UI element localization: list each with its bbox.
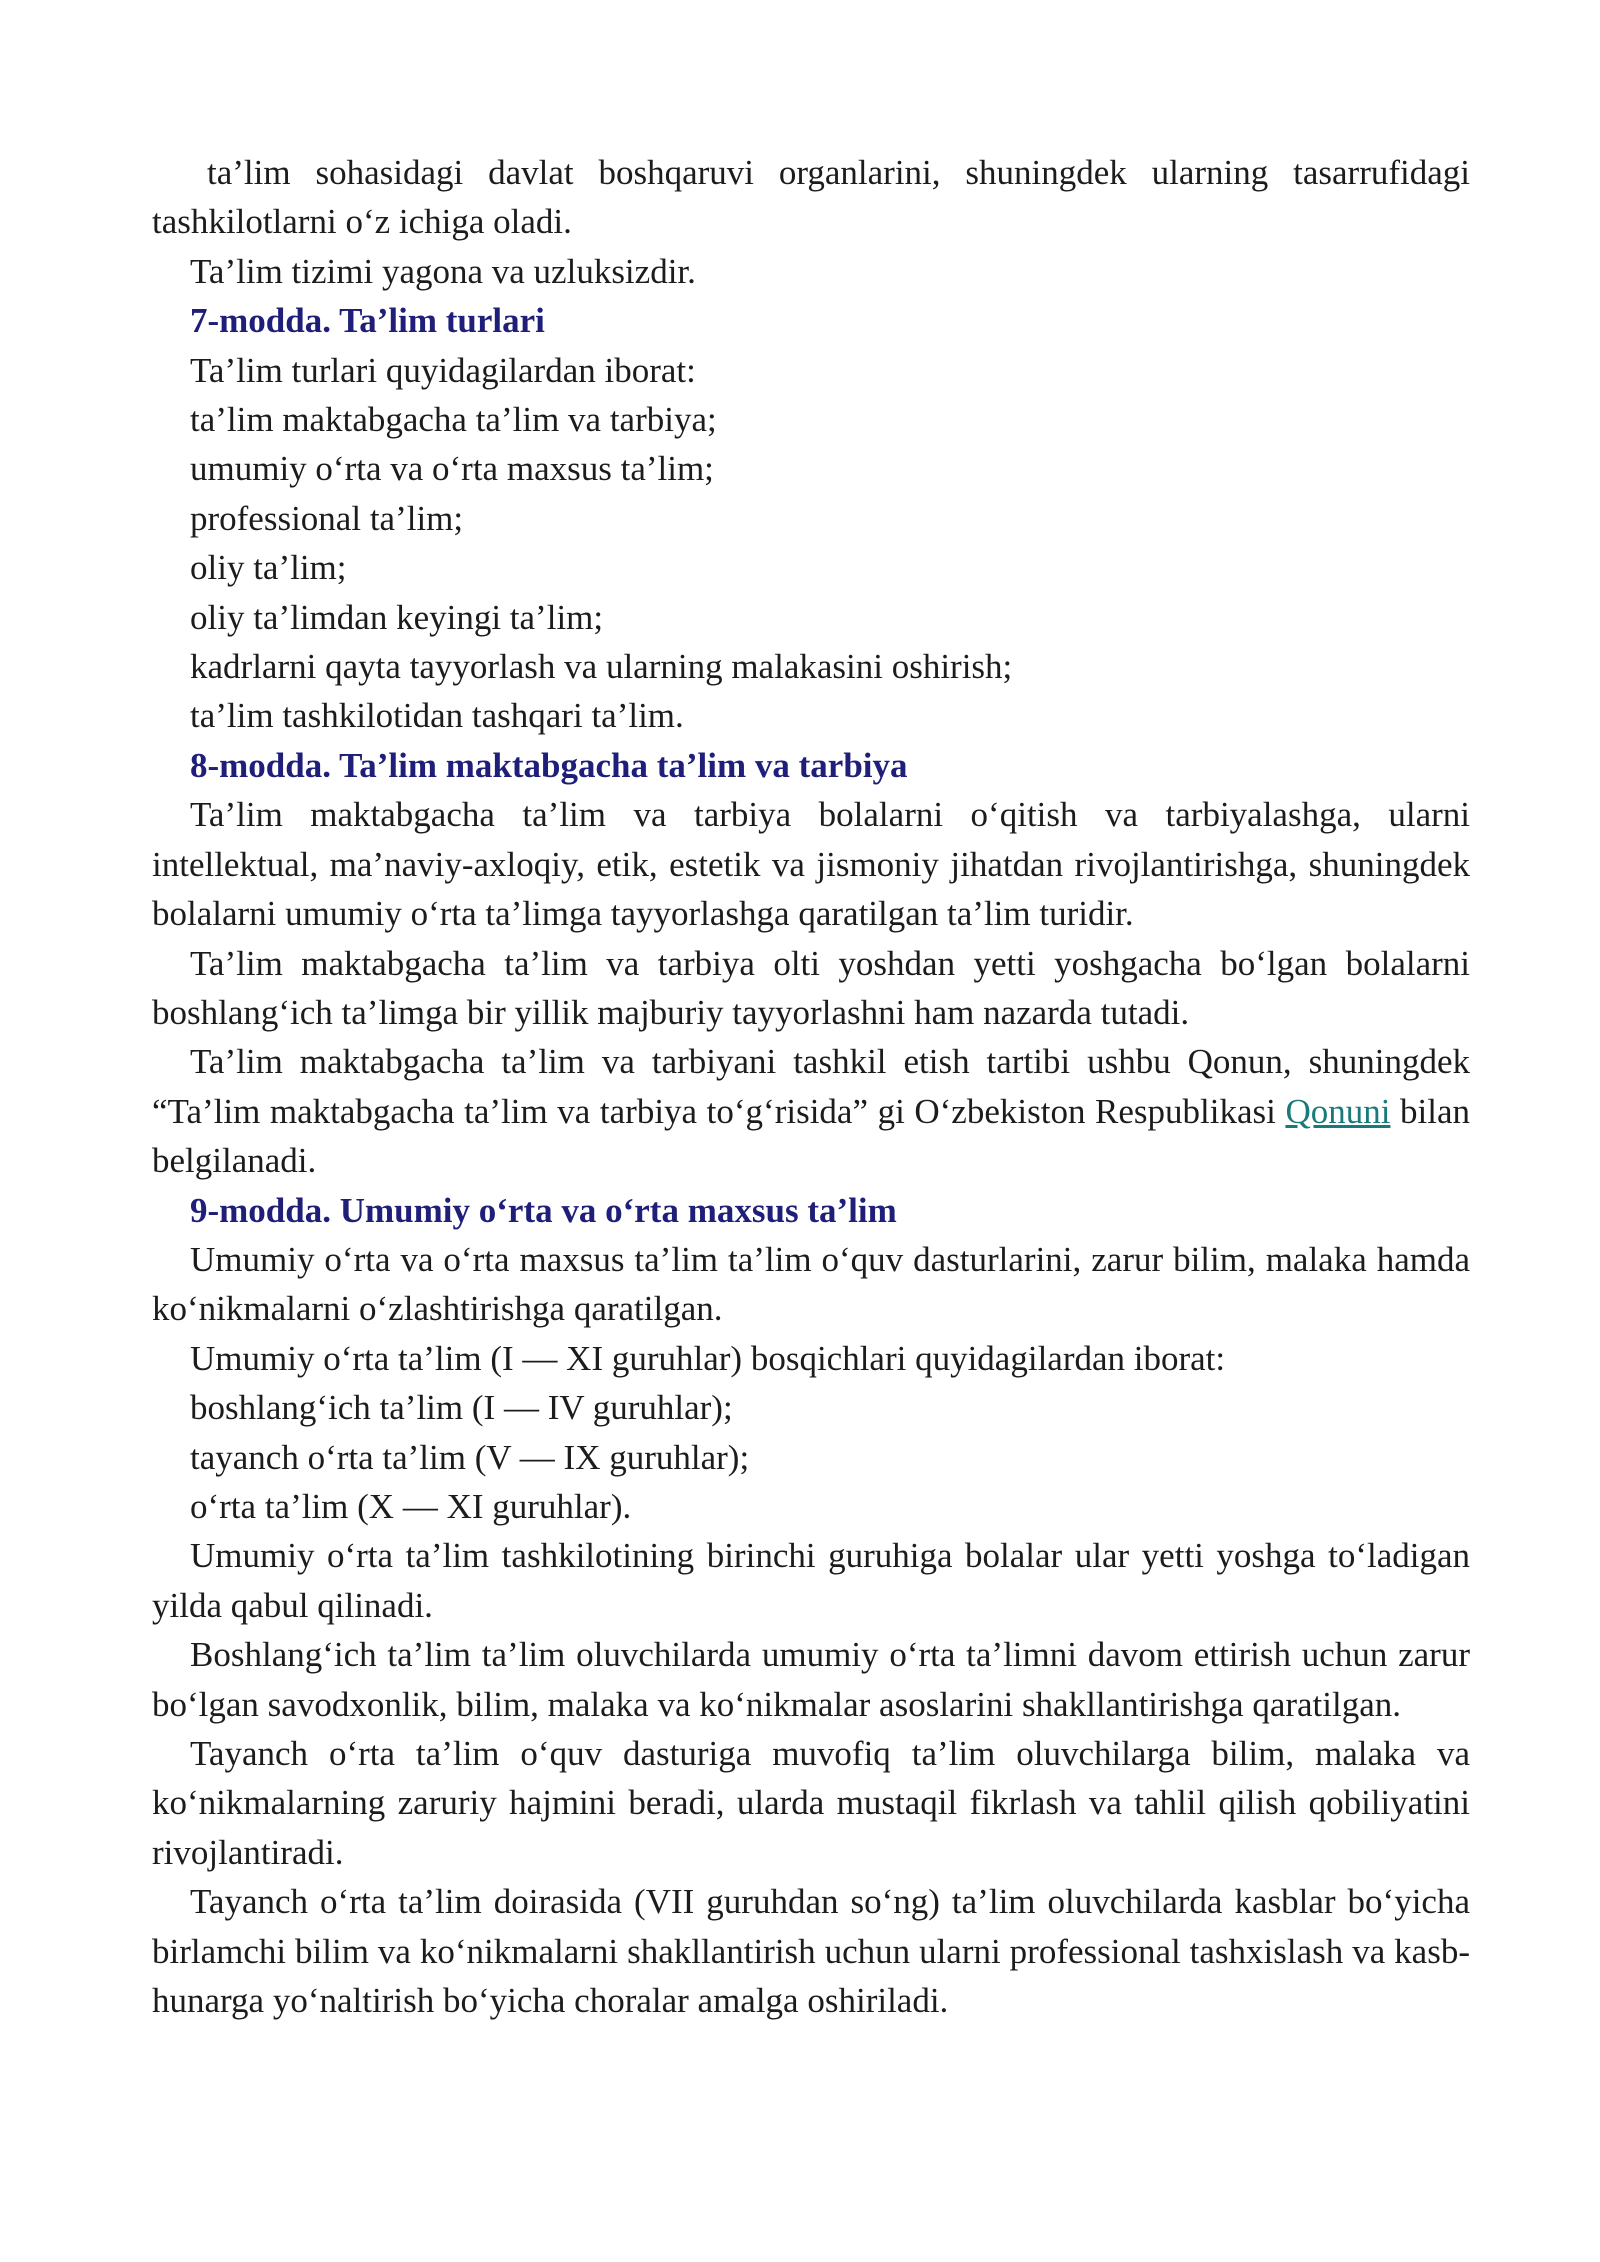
list-item: kadrlarni qayta tayyorlash va ularning malakasini oshirish; xyxy=(190,647,1013,687)
article-8-paragraph-3 xyxy=(152,1037,1470,1185)
article-8-paragraph-1: Ta’lim maktabgacha ta’lim va tarbiya bolalarni o‘qitish va tarbiyalashga, ularni intellektual, ma’naviy-axloqiy, etik, estetik va jismoniy jihatdan rivojlantirishga, shuningdek bolalarni umumiy o‘rta ta’limga tayyorlashga qaratilgan ta’lim turidir. xyxy=(152,795,1470,934)
article-7-heading: 7-modda. Ta’lim turlari xyxy=(190,301,545,341)
document-page xyxy=(152,148,1470,2025)
article-8-paragraph-3-text: Ta’lim maktabgacha ta’lim va tarbiyani tashkil etish tartibi ushbu Qonun, shuningdek “Ta’lim maktabgacha ta’lim va tarbiya to‘g‘risida” gi O‘zbekiston Respublikasi xyxy=(152,1042,1470,1131)
list-item: oliy ta’lim; xyxy=(190,548,347,588)
article-9-paragraph-4: Boshlang‘ich ta’lim ta’lim oluvchilarda umumiy o‘rta ta’limni davom ettirish uchun zarur bo‘lgan savodxonlik, bilim, malaka va ko‘nikmalar asoslarini shakllantirishga qaratilgan. xyxy=(152,1635,1470,1724)
article-9-heading: 9-modda. Umumiy o‘rta va o‘rta maxsus ta’lim xyxy=(190,1190,897,1230)
article-9-paragraph-5: Tayanch o‘rta ta’lim o‘quv dasturiga muvofiq ta’lim oluvchilarga bilim, malaka va ko‘nikmalarning zaruriy hajmini beradi, ularda mustaqil fikrlash va tahlil qilish qobiliyatini rivojlantiradi. xyxy=(152,1734,1470,1872)
list-item: boshlang‘ich ta’lim (I — IV guruhlar); xyxy=(190,1388,733,1428)
list-item: oliy ta’limdan keyingi ta’lim; xyxy=(190,597,604,637)
list-item: umumiy o‘rta va o‘rta maxsus ta’lim; xyxy=(190,449,714,489)
article-8-paragraph-3-end: bilan belgilanadi. xyxy=(152,1091,1471,1181)
list-item: tayanch o‘rta ta’lim (V — IX guruhlar); xyxy=(190,1437,750,1477)
article-9-paragraph-2: Umumiy o‘rta ta’lim (I — XI guruhlar) bosqichlari quyidagilardan iborat: xyxy=(190,1338,1226,1378)
article-9-paragraph-3: Umumiy o‘rta ta’lim tashkilotining birinchi guruhiga bolalar ular yetti yoshga to‘ladigan yilda qabul qilinadi. xyxy=(152,1536,1470,1625)
article-9-paragraph-1: Umumiy o‘rta va o‘rta maxsus ta’lim ta’lim o‘quv dasturlarini, zarur bilim, malaka hamda ko‘nikmalarni o‘zlashtirishga qaratilgan. xyxy=(152,1239,1470,1329)
list-item: o‘rta ta’lim (X — XI guruhlar). xyxy=(190,1486,632,1526)
paragraph-continuation: ta’lim sohasidagi davlat boshqaruvi organlarini, shuningdek ularning tasarrufidagi tashkilotlarni o‘z ichiga oladi. xyxy=(152,153,1470,242)
article-9-paragraph-6: Tayanch o‘rta ta’lim doirasida (VII guruhdan so‘ng) ta’lim oluvchilarda kasblar bo‘yicha birlamchi bilim va ko‘nikmalarni shakllantirish uchun ularni professional tashxislash va kasb-hunarga yo‘naltirish bo‘yicha choralar amalga oshiriladi. xyxy=(152,1882,1470,2021)
law-link[interactable]: Qonuni xyxy=(1285,1091,1391,1131)
article-8-paragraph-2: Ta’lim maktabgacha ta’lim va tarbiya olti yoshdan yetti yoshgacha bo‘lgan bolalarni boshlang‘ich ta’limga bir yillik majburiy tayyorlashni ham nazarda tutadi. xyxy=(152,943,1470,1032)
article-8-heading: 8-modda. Ta’lim maktabgacha ta’lim va tarbiya xyxy=(190,745,908,785)
list-item: ta’lim tashkilotidan tashqari ta’lim. xyxy=(190,696,684,736)
list-item: professional ta’lim; xyxy=(190,498,464,538)
article-7-intro: Ta’lim turlari quyidagilardan iborat: xyxy=(190,350,696,390)
list-item: ta’lim maktabgacha ta’lim va tarbiya; xyxy=(190,400,717,440)
paragraph-system: Ta’lim tizimi yagona va uzluksizdir. xyxy=(190,251,696,291)
